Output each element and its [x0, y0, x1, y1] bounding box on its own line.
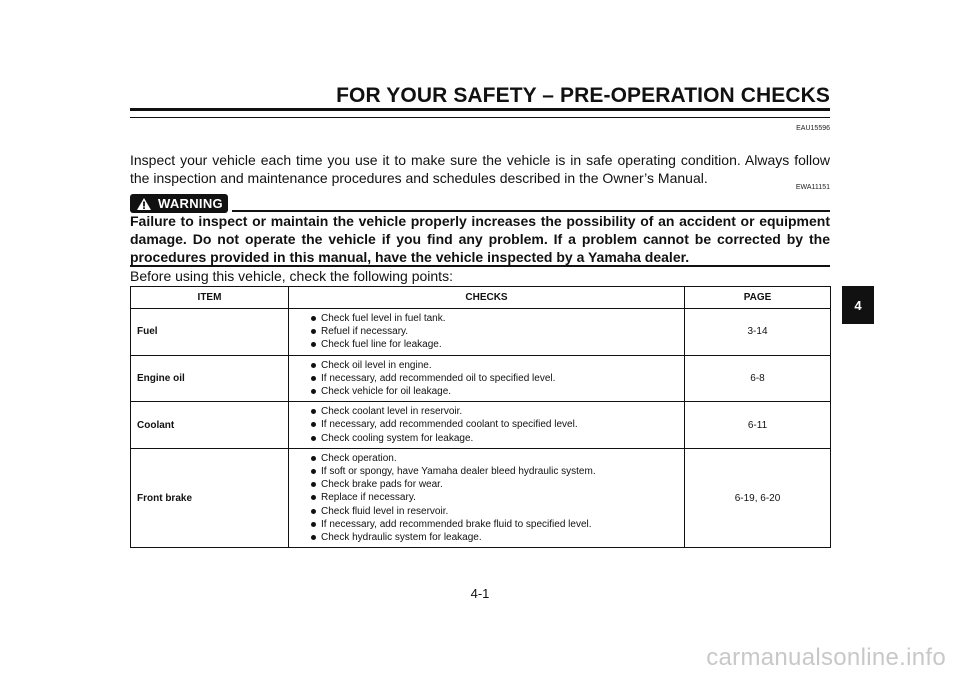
- check-item: Check vehicle for oil leakage.: [311, 385, 683, 398]
- section-code: EAU15596: [796, 125, 830, 132]
- warning-end-rule: [130, 265, 830, 267]
- checks-cell: [289, 402, 685, 449]
- warning-header: [130, 194, 830, 214]
- check-item: Refuel if necessary.: [311, 325, 683, 338]
- column-header-checks: CHECKS: [289, 287, 685, 309]
- checks-cell: [289, 309, 685, 356]
- warning-text: Failure to inspect or maintain the vehicle properly increases the possibility of an accident or equipment damage. Do not operate the vehicle if you find any problem. If a problem cannot be corrected by the procedures provided in this manual, have the vehicle inspected by a Yamaha dealer.: [130, 213, 830, 265]
- lead-text: Before using this vehicle, check the following points:: [130, 268, 453, 284]
- page-cell: 6-19, 6-20: [685, 448, 831, 547]
- title-rule: [130, 108, 830, 118]
- check-item: Check fuel level in fuel tank.: [311, 312, 683, 325]
- page-title: FOR YOUR SAFETY – PRE-OPERATION CHECKS: [336, 84, 830, 107]
- table-row: [131, 355, 831, 402]
- check-item: Check fuel line for leakage.: [311, 338, 683, 351]
- item-cell: Engine oil: [131, 355, 289, 402]
- checks-cell: [289, 355, 685, 402]
- intro-paragraph: Inspect your vehicle each time you use it to make sure the vehicle is in safe operating condition. Always follow the inspection and maintenance procedures and schedules described in the Owner’s Manual.: [130, 152, 830, 186]
- table-row: [131, 448, 831, 547]
- checks-cell: [289, 448, 685, 547]
- table-row: [131, 402, 831, 449]
- checks-list: [290, 403, 683, 447]
- check-item: If necessary, add recommended brake fluid to specified level.: [311, 518, 683, 531]
- page-cell: 3-14: [685, 309, 831, 356]
- watermark: carmanualsonline.info: [706, 644, 946, 671]
- page-cell: 6-8: [685, 355, 831, 402]
- table-header-row: [131, 287, 831, 309]
- check-item: Check oil level in engine.: [311, 359, 683, 372]
- warning-triangle-icon: [136, 197, 152, 211]
- item-cell: Front brake: [131, 448, 289, 547]
- check-item: Check operation.: [311, 452, 683, 465]
- checks-table: [130, 286, 831, 548]
- check-item: Check brake pads for wear.: [311, 478, 683, 491]
- column-header-item: ITEM: [131, 287, 289, 309]
- checks-list: [290, 310, 683, 354]
- page-number: 4-1: [470, 586, 490, 601]
- item-cell: Fuel: [131, 309, 289, 356]
- check-item: Replace if necessary.: [311, 491, 683, 504]
- check-item: If necessary, add recommended oil to specified level.: [311, 372, 683, 385]
- checks-list: [290, 357, 683, 401]
- check-item: Check fluid level in reservoir.: [311, 505, 683, 518]
- column-header-page: PAGE: [685, 287, 831, 309]
- check-item: If necessary, add recommended coolant to specified level.: [311, 418, 683, 431]
- check-item: If soft or spongy, have Yamaha dealer bleed hydraulic system.: [311, 465, 683, 478]
- item-cell: Coolant: [131, 402, 289, 449]
- table-row: [131, 309, 831, 356]
- checks-list: [290, 450, 683, 546]
- check-item: Check hydraulic system for leakage.: [311, 531, 683, 544]
- chapter-tab: 4: [842, 286, 874, 324]
- warning-label: WARNING: [158, 196, 223, 211]
- check-item: Check cooling system for leakage.: [311, 432, 683, 445]
- page-cell: 6-11: [685, 402, 831, 449]
- warning-code: EWA11151: [795, 184, 830, 191]
- warning-badge: [130, 194, 228, 213]
- check-item: Check coolant level in reservoir.: [311, 405, 683, 418]
